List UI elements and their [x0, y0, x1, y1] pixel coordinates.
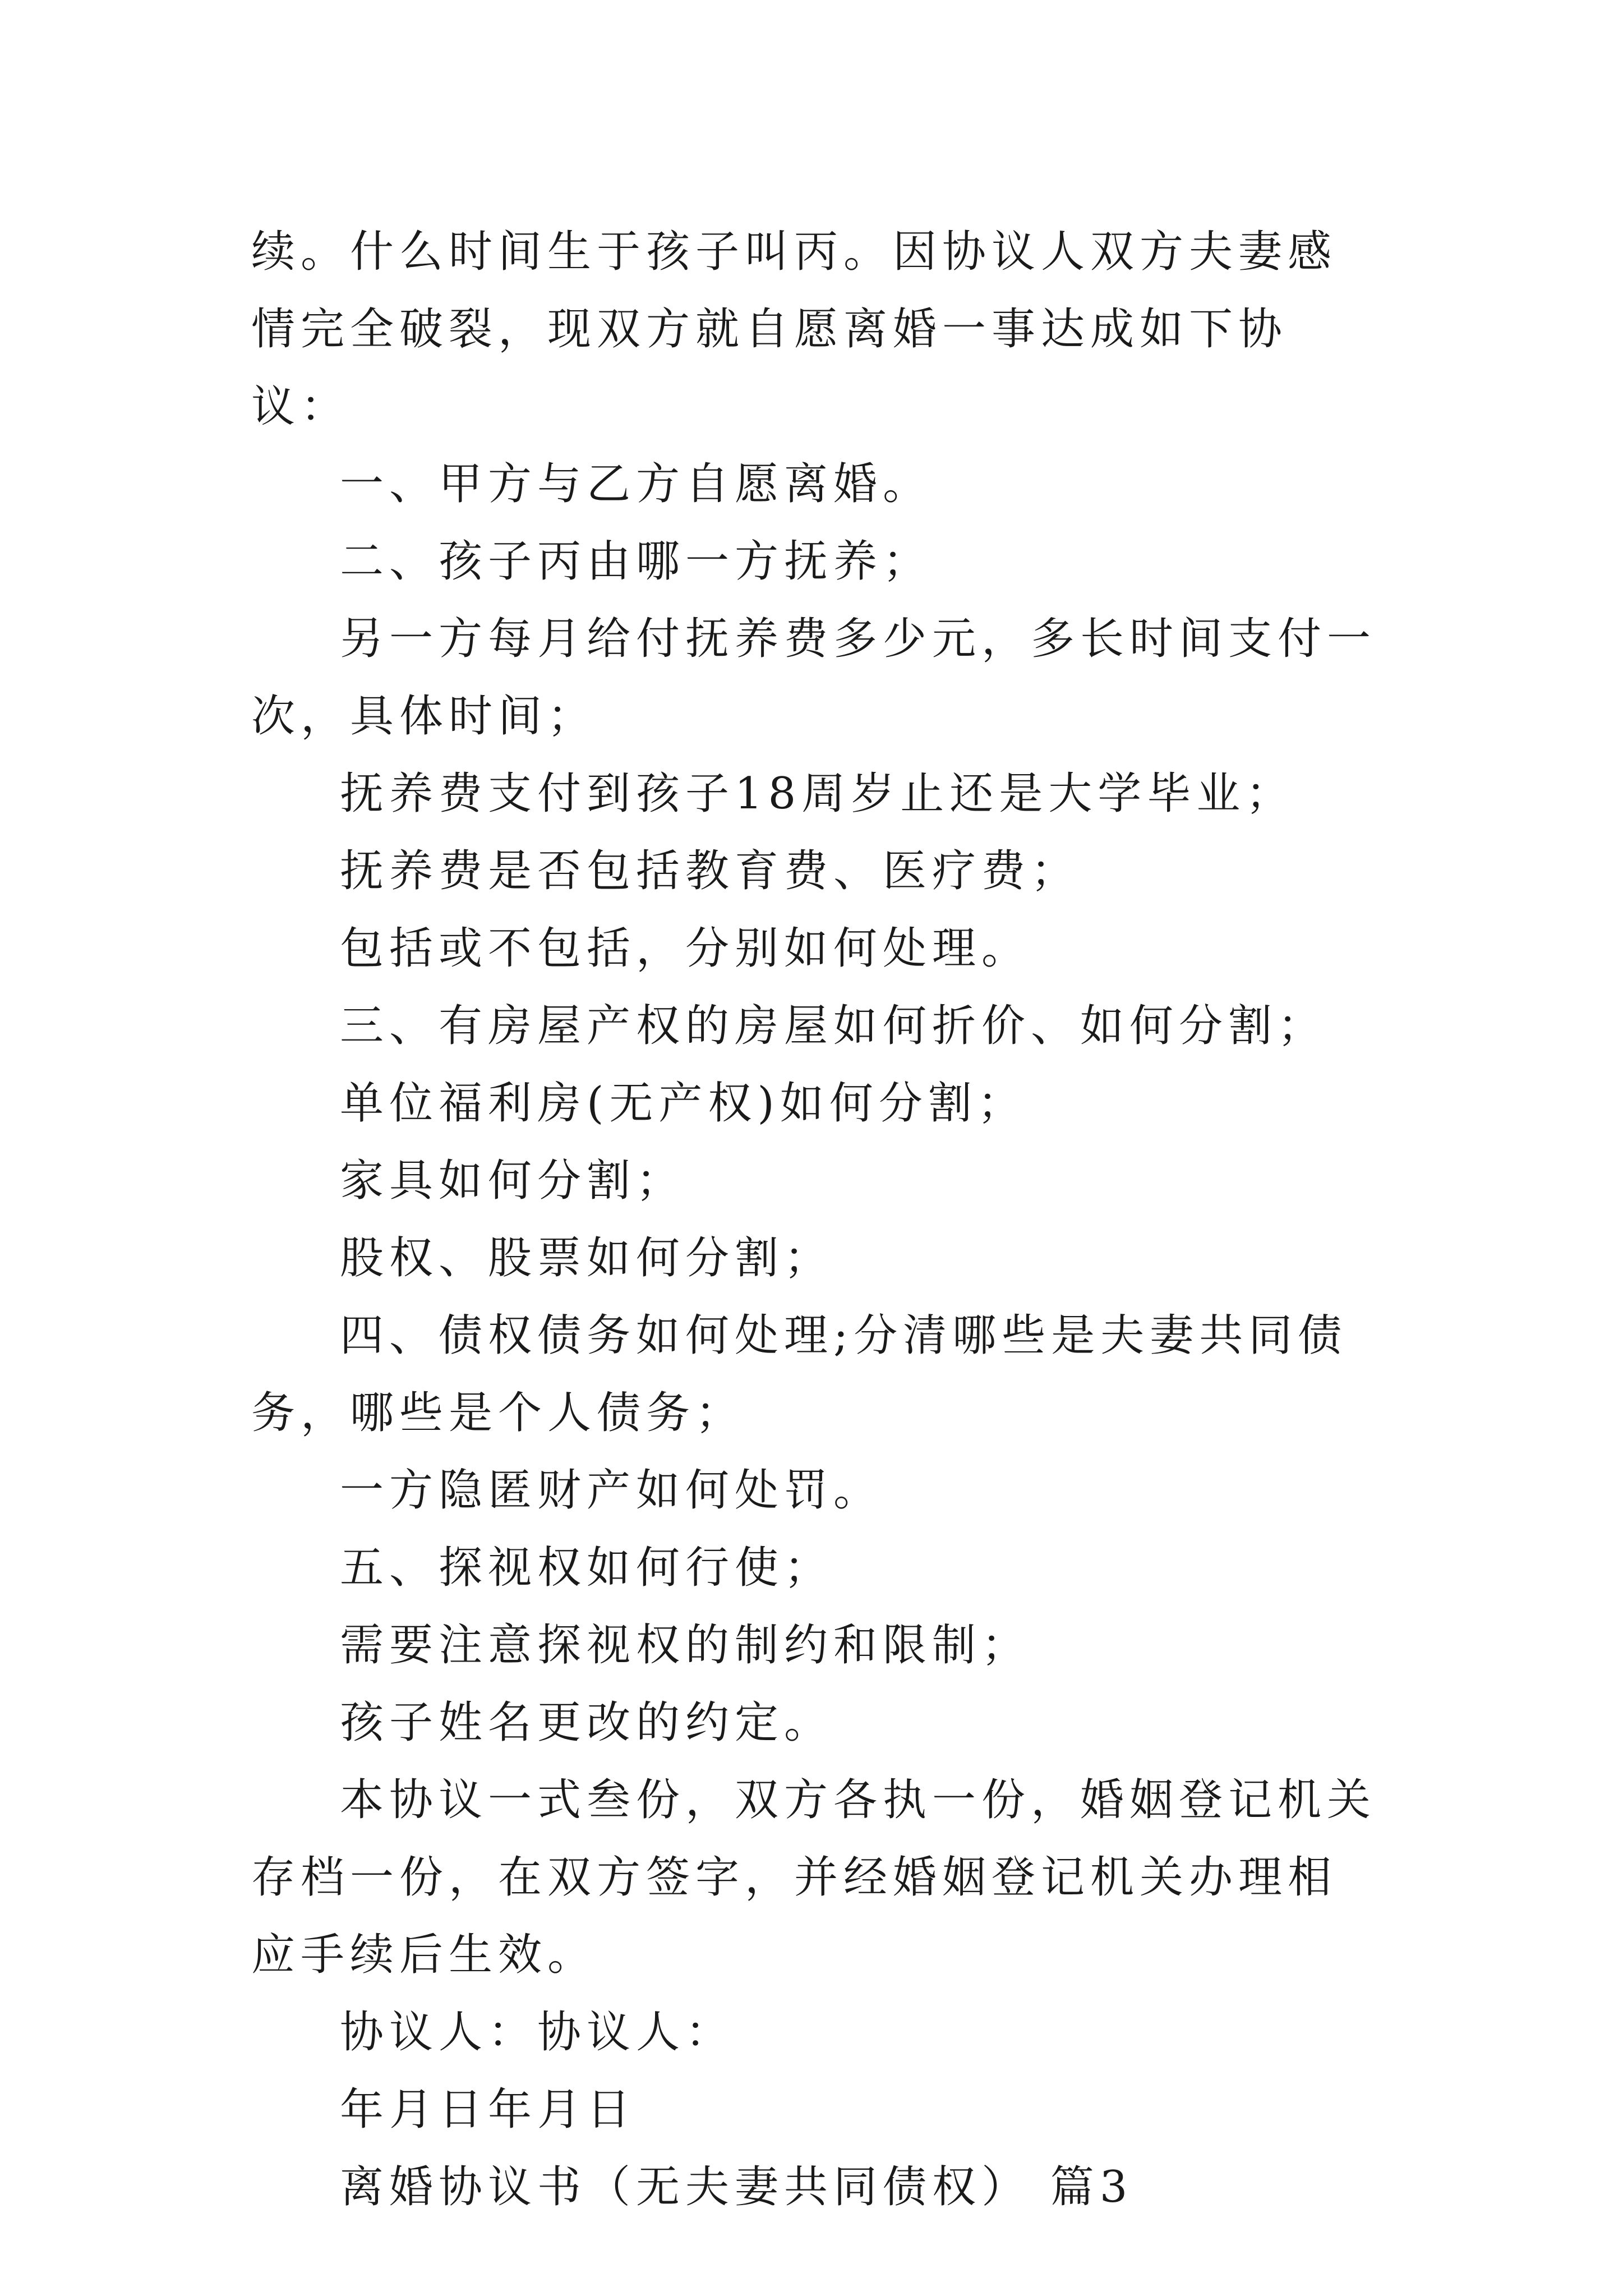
paragraph-support-handling: 包括或不包括，分别如何处理。: [340, 923, 1031, 974]
paragraph-intro: 续。什么时间生于孩子叫丙。因协议人双方夫妻感情完全破裂，现双方就自愿离婚一事达成如下协议：: [251, 227, 1338, 432]
paragraph-hidden-assets: 一方隐匿财产如何处罚。: [340, 1465, 883, 1516]
section-heading: 离婚协议书（无夫妻共同债权） 篇3: [340, 2162, 1133, 2212]
paragraph-clause-5: 五、探视权如何行使；: [340, 1543, 834, 1593]
document-body: [251, 213, 1378, 2226]
paragraph-dates: 年月日年月日: [340, 2085, 637, 2135]
paragraph-support-duration: 抚养费支付到孩子18周岁止还是大学毕业；: [340, 769, 1295, 819]
paragraph-visitation-limits: 需要注意探视权的制约和限制；: [340, 1620, 1031, 1671]
paragraph-furniture: 家具如何分割；: [340, 1156, 686, 1206]
paragraph-signatories: 协议人：协议人：: [340, 2007, 735, 2058]
paragraph-support-payment: 另一方每月给付抚养费多少元，多长时间支付一次，具体时间；: [251, 614, 1377, 742]
paragraph-copies: 本协议一式叁份，双方各执一份，婚姻登记机关存档一份，在双方签字，并经婚姻登记机关办理相应手续后生效。: [251, 1775, 1377, 1980]
paragraph-welfare-housing: 单位福利房(无产权)如何分割；: [340, 1078, 1027, 1129]
paragraph-support-scope: 抚养费是否包括教育费、医疗费；: [340, 846, 1081, 896]
paragraph-name-change: 孩子姓名更改的约定。: [340, 1697, 834, 1748]
paragraph-stocks: 股权、股票如何分割；: [340, 1233, 834, 1283]
paragraph-clause-4: 四、债权债务如何处理;分清哪些是夫妻共同债务，哪些是个人债务；: [251, 1310, 1348, 1438]
paragraph-clause-1: 一、甲方与乙方自愿离婚。: [340, 459, 933, 509]
paragraph-clause-3: 三、有房屋产权的房屋如何折价、如何分割；: [340, 1001, 1327, 1051]
paragraph-clause-2: 二、孩子丙由哪一方抚养；: [340, 536, 933, 587]
